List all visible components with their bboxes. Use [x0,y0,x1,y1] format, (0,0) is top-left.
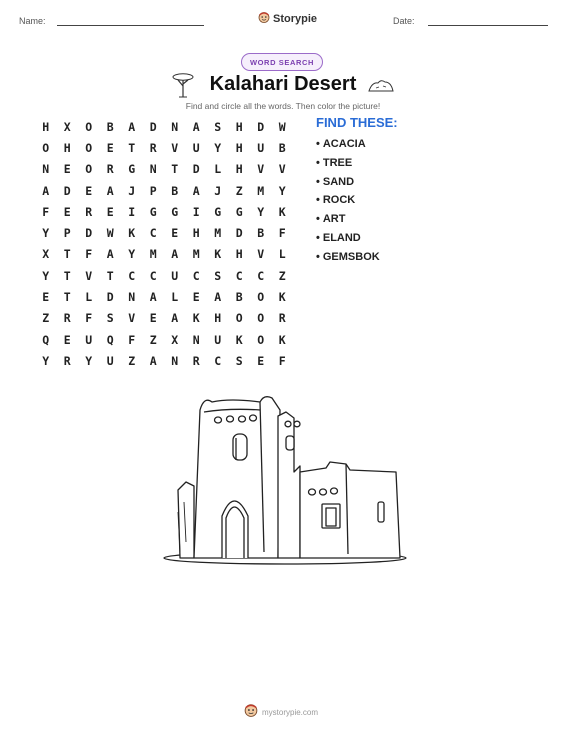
grid-letter[interactable]: S [106,311,114,326]
word-list-item: • ROCK [316,191,380,210]
grid-letter[interactable]: O [85,162,93,177]
word-list-item: • TREE [316,154,380,173]
grid-letter[interactable]: K [128,226,136,241]
grid-letter[interactable]: U [214,332,222,347]
grid-letter[interactable]: C [192,268,200,283]
grid-letter[interactable]: G [128,162,136,177]
grid-letter[interactable]: B [278,140,286,155]
grid-letter[interactable]: C [128,268,136,283]
grid-letter[interactable]: K [278,204,286,219]
grid-letter[interactable]: E [106,140,114,155]
grid-letter[interactable]: J [214,183,222,198]
grid-letter[interactable]: A [42,183,50,198]
grid-letter[interactable]: D [85,226,93,241]
grid-letter[interactable]: H [63,140,71,155]
grid-letter[interactable]: X [63,119,71,134]
grid-letter[interactable]: R [106,162,114,177]
grid-letter[interactable]: N [171,353,179,368]
grid-letter[interactable]: D [106,290,114,305]
storypie-mascot-icon [258,10,270,28]
grid-letter[interactable]: K [192,311,200,326]
rock-icon [368,78,394,97]
grid-letter[interactable]: T [171,162,179,177]
grid-letter[interactable]: K [278,290,286,305]
grid-letter[interactable]: B [257,226,265,241]
name-line[interactable] [57,25,204,26]
grid-letter[interactable]: Y [42,226,50,241]
grid-letter[interactable]: Y [278,183,286,198]
grid-letter[interactable]: Z [42,311,50,326]
grid-letter[interactable]: K [278,332,286,347]
word-list [316,135,380,267]
grid-letter[interactable]: O [42,140,50,155]
grid-letter[interactable]: B [235,290,243,305]
grid-letter[interactable]: V [85,268,93,283]
grid-letter[interactable]: R [149,140,157,155]
grid-letter[interactable]: Z [128,353,136,368]
grid-letter[interactable]: V [257,162,265,177]
grid-letter[interactable]: Z [278,268,286,283]
grid-letter[interactable]: S [235,353,243,368]
grid-letter[interactable]: G [171,204,179,219]
grid-letter[interactable]: O [85,140,93,155]
grid-letter[interactable]: T [63,247,71,262]
grid-letter[interactable]: R [278,311,286,326]
grid-letter[interactable]: E [192,290,200,305]
grid-letter[interactable]: D [235,226,243,241]
grid-letter[interactable]: N [128,290,136,305]
grid-letter[interactable]: T [63,290,71,305]
grid-letter[interactable]: C [235,268,243,283]
grid-letter[interactable]: A [149,353,157,368]
grid-letter[interactable]: U [192,140,200,155]
grid-letter[interactable]: L [214,162,222,177]
grid-letter[interactable]: P [63,226,71,241]
word-list-item: • ACACIA [316,135,380,154]
grid-letter[interactable]: B [106,119,114,134]
word-list-item: • GEMSBOK [316,248,380,267]
grid-letter[interactable]: H [192,226,200,241]
grid-letter[interactable]: Y [257,204,265,219]
grid-letter[interactable]: C [149,268,157,283]
word-list-item: • ART [316,210,380,229]
grid-letter[interactable]: Q [106,332,114,347]
grid-letter[interactable]: U [106,353,114,368]
grid-letter[interactable]: A [106,247,114,262]
grid-letter[interactable]: A [171,247,179,262]
grid-letter[interactable]: A [192,183,200,198]
footer [244,703,318,722]
grid-letter[interactable]: L [171,290,179,305]
grid-letter[interactable]: G [235,204,243,219]
grid-letter[interactable]: H [235,247,243,262]
grid-letter[interactable]: F [128,332,136,347]
grid-letter[interactable]: O [257,290,265,305]
grid-letter[interactable]: V [278,162,286,177]
grid-letter[interactable]: E [149,311,157,326]
brand-name: Storypie [273,13,318,25]
grid-letter[interactable]: E [171,226,179,241]
letter-grid[interactable] [35,116,293,372]
grid-letter[interactable]: A [149,290,157,305]
grid-letter[interactable]: B [171,183,179,198]
grid-letter[interactable]: E [63,162,71,177]
grid-letter[interactable]: M [214,226,222,241]
grid-letter[interactable]: A [192,119,200,134]
grid-letter[interactable]: S [214,119,222,134]
grid-letter[interactable]: F [85,247,93,262]
grid-letter[interactable]: D [63,183,71,198]
grid-letter[interactable]: M [192,247,200,262]
grid-letter[interactable]: W [106,226,114,241]
grid-letter[interactable]: F [278,226,286,241]
grid-letter[interactable]: Y [42,353,50,368]
grid-letter[interactable]: Y [42,268,50,283]
grid-letter[interactable]: R [63,353,71,368]
grid-letter[interactable]: A [106,183,114,198]
grid-letter[interactable]: T [63,268,71,283]
grid-letter[interactable]: D [149,119,157,134]
grid-letter[interactable]: E [42,290,50,305]
grid-letter[interactable]: K [235,332,243,347]
mud-brick-fort-coloring-picture[interactable] [160,392,410,573]
grid-letter[interactable]: A [128,119,136,134]
grid-letter[interactable]: U [85,332,93,347]
grid-letter[interactable]: I [128,204,136,219]
grid-letter[interactable]: X [42,247,50,262]
grid-letter[interactable]: S [214,268,222,283]
grid-letter[interactable]: O [85,119,93,134]
grid-letter[interactable]: O [235,311,243,326]
grid-letter[interactable]: H [235,162,243,177]
instructions: Find and circle all the words. Then color the picture! [185,101,381,111]
word-list-item: • SAND [316,173,380,192]
storypie-mascot-icon [244,703,258,722]
grid-letter[interactable]: T [128,140,136,155]
page-title: Kalahari Desert [209,73,357,95]
grid-letter[interactable]: M [257,183,265,198]
grid-letter[interactable]: H [214,311,222,326]
grid-letter[interactable]: I [192,204,200,219]
grid-letter[interactable]: D [192,162,200,177]
grid-letter[interactable]: O [257,332,265,347]
grid-letter[interactable]: C [214,353,222,368]
name-label: Name: [19,16,46,26]
grid-letter[interactable]: M [149,247,157,262]
grid-letter[interactable]: Q [42,332,50,347]
grid-letter[interactable]: P [149,183,157,198]
grid-letter[interactable]: D [257,119,265,134]
grid-letter[interactable]: Y [214,140,222,155]
grid-letter[interactable]: C [257,268,265,283]
word-search-badge: WORD SEARCH [241,53,323,71]
find-these-heading: FIND THESE: [316,115,398,130]
grid-letter[interactable]: E [106,204,114,219]
grid-letter[interactable]: W [278,119,286,134]
grid-letter[interactable]: L [278,247,286,262]
grid-letter[interactable]: K [214,247,222,262]
brand-logo [258,10,317,28]
grid-letter[interactable]: G [149,204,157,219]
grid-letter[interactable]: Y [128,247,136,262]
grid-letter[interactable]: J [128,183,136,198]
grid-letter[interactable]: F [278,353,286,368]
grid-letter[interactable]: U [171,268,179,283]
grid-letter[interactable]: X [171,332,179,347]
grid-letter[interactable]: N [42,162,50,177]
grid-letter[interactable]: H [235,140,243,155]
grid-letter[interactable]: N [149,162,157,177]
grid-letter[interactable]: A [214,290,222,305]
grid-letter[interactable]: L [85,290,93,305]
grid-letter[interactable]: A [171,311,179,326]
date-label: Date: [393,16,415,26]
grid-letter[interactable]: E [63,204,71,219]
grid-letter[interactable]: O [257,311,265,326]
grid-letter[interactable]: G [214,204,222,219]
grid-letter[interactable]: C [149,226,157,241]
grid-letter[interactable]: F [85,311,93,326]
grid-letter[interactable]: H [235,119,243,134]
grid-letter[interactable]: N [171,119,179,134]
footer-url[interactable]: mystorypie.com [262,708,319,717]
grid-letter[interactable]: N [192,332,200,347]
grid-letter[interactable]: R [85,204,93,219]
grid-letter[interactable]: H [42,119,50,134]
grid-letter[interactable]: E [85,183,93,198]
grid-letter[interactable]: F [42,204,50,219]
grid-letter[interactable]: R [63,311,71,326]
grid-letter[interactable]: V [171,140,179,155]
grid-letter[interactable]: U [257,140,265,155]
grid-letter[interactable]: T [106,268,114,283]
grid-letter[interactable]: Y [85,353,93,368]
grid-letter[interactable]: R [192,353,200,368]
grid-letter[interactable]: V [257,247,265,262]
word-list-item: • ELAND [316,229,380,248]
grid-letter[interactable]: E [257,353,265,368]
grid-letter[interactable]: Z [149,332,157,347]
grid-letter[interactable]: Z [235,183,243,198]
date-line[interactable] [428,25,548,26]
grid-letter[interactable]: E [63,332,71,347]
grid-letter[interactable]: V [128,311,136,326]
